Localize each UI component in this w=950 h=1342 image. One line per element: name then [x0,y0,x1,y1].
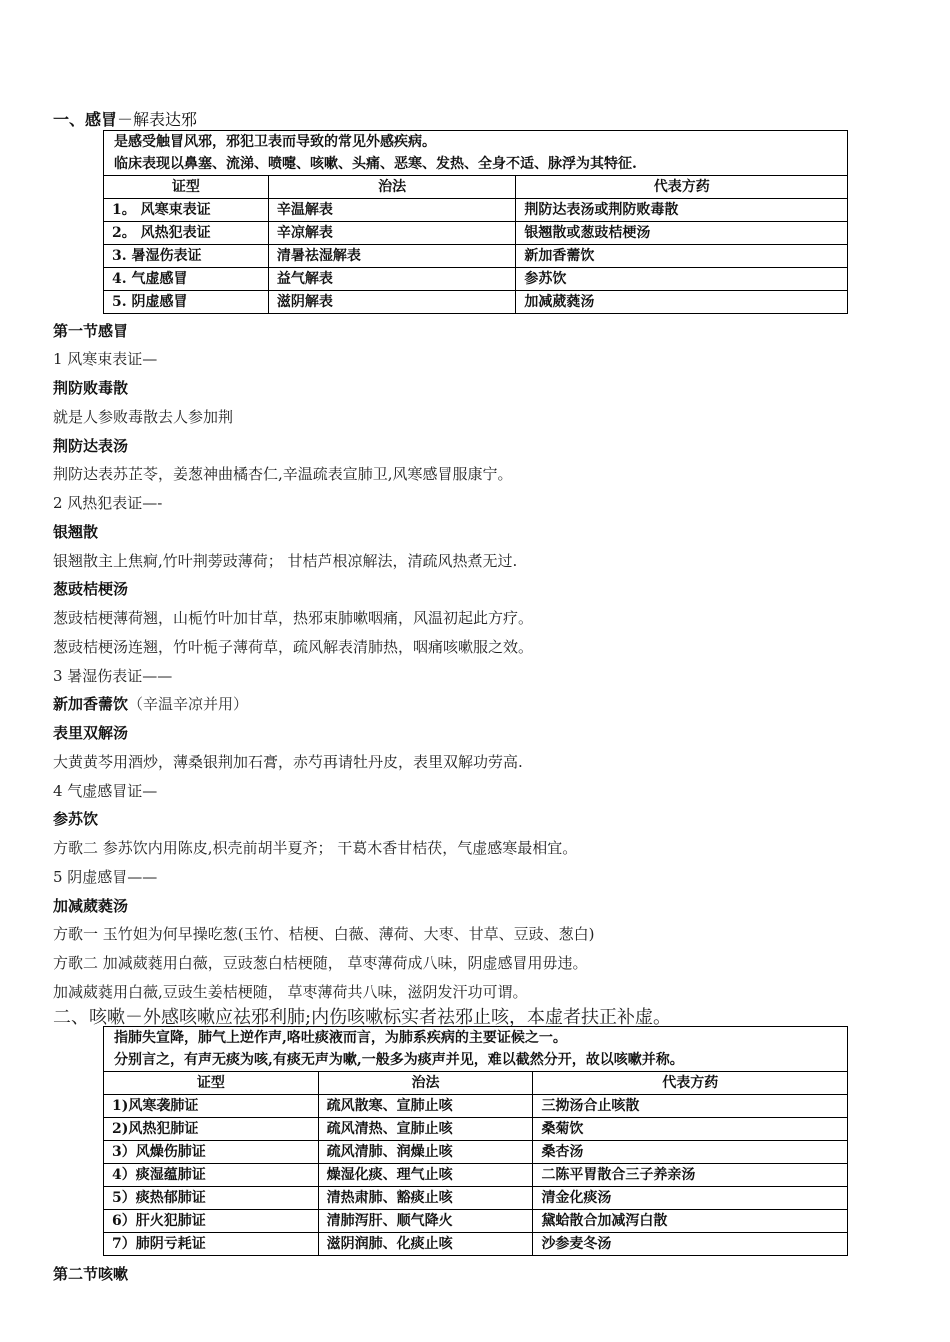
table-cell: 清肺泻肝、顺气降火 [318,1210,533,1233]
table-cell: 7）肺阴亏耗证 [104,1233,319,1256]
table-cell: 新加香薷饮 [516,245,848,268]
section-title: 第二节咳嗽 [53,1265,129,1283]
table-row [104,291,848,314]
table-row [104,1164,848,1187]
table-cell: 参苏饮 [516,268,848,291]
formula-title: 荆防败毒散 [53,379,129,397]
table-cell: 1)风寒袭肺证 [104,1095,319,1118]
table-cell: 辛凉解表 [268,222,516,245]
table-intro-row [104,1027,848,1072]
body-line: 荆防达表苏芷苓，姜葱神曲橘杏仁,辛温疏表宣肺卫,风寒感冒服康宁。 [53,465,513,483]
formula-title: 表里双解汤 [53,724,129,742]
table-intro-cell [104,1027,848,1072]
intro-line: 是感受触冒风邪，邪犯卫表而导致的常见外感疾病。 [114,134,436,150]
table-cell: 桑菊饮 [533,1118,848,1141]
table-cell: 辛温解表 [268,199,516,222]
table-cell: 疏风清肺、润燥止咳 [318,1141,533,1164]
body-line: 2 风热犯表证—- [53,494,163,512]
formula-title: 葱豉桔梗汤 [53,580,129,598]
table-row [104,1233,848,1256]
column-header: 代表方药 [533,1072,848,1095]
table-header-row [104,176,848,199]
body-line: 1 风寒束表证— [53,350,158,368]
body-line: 4 气虚感冒证— [53,782,158,800]
table-row [104,245,848,268]
table-cell: 疏风散寒、宣肺止咳 [318,1095,533,1118]
table-row [104,1141,848,1164]
section-title: 第一节感冒 [53,322,129,340]
table-cell: 银翘散或葱豉桔梗汤 [516,222,848,245]
body-line: 就是人参败毒散去人参加荆 [53,408,234,426]
table-cell: 沙参麦冬汤 [533,1233,848,1256]
section1-table [103,130,848,314]
table-row [104,1187,848,1210]
table-cell: 1。 风寒束表证 [104,199,269,222]
formula-title: 新加香薷饮 [53,695,129,713]
table-intro-row [104,131,848,176]
body-line: 加减葳蕤用白薇,豆豉生姜桔梗随， 草枣薄荷共八味，滋阴发汗功可谓。 [53,983,528,1001]
table-row [104,199,848,222]
table-cell: 3）风燥伤肺证 [104,1141,319,1164]
table-cell: 荆防达表汤或荆防败毒散 [516,199,848,222]
formula-title: 参苏饮 [53,810,99,828]
table-row [104,1095,848,1118]
table-row [104,1118,848,1141]
table-cell: 5. 阴虚感冒 [104,291,269,314]
intro-line: 分别言之，有声无痰为咳,有痰无声为嗽,一般多为痰声并见，难以截然分开，故以咳嗽并称。 [114,1052,684,1068]
formula-title: 荆防达表汤 [53,437,129,455]
table-row [104,268,848,291]
table-cell: 加减葳蕤汤 [516,291,848,314]
intro-line: 指肺失宣降，肺气上逆作声,咯吐痰液而言，为肺系疾病的主要证候之一。 [114,1030,567,1046]
section2-table [103,1026,848,1256]
table-cell: 清暑祛湿解表 [268,245,516,268]
table-cell: 滋阴解表 [268,291,516,314]
table-cell: 2。 风热犯表证 [104,222,269,245]
table-row [104,1210,848,1233]
body-line: 银翘散主上焦痾,竹叶荆蒡豉薄荷； 甘桔芦根凉解法，清疏风热煮无过. [53,552,518,570]
body-line: 葱豉桔梗薄荷翘，山栀竹叶加甘草，热邪束肺嗽咽痛，风温初起此方疗。 [53,609,534,627]
body-line: 方歌二 加减葳蕤用白薇，豆豉葱白桔梗随， 草枣薄荷成八味，阴虚感冒用毋违。 [53,954,588,972]
table-cell: 4）痰湿蕴肺证 [104,1164,319,1187]
table-cell: 清热肃肺、豁痰止咳 [318,1187,533,1210]
section1-heading-suffix: －解表达邪 [117,110,198,129]
body-line: 3 暑湿伤表证—— [53,667,173,685]
table-cell: 2)风热犯肺证 [104,1118,319,1141]
table-cell: 益气解表 [268,268,516,291]
body-line: 葱豉桔梗汤连翘，竹叶栀子薄荷草，疏风解表清肺热，咽痛咳嗽服之效。 [53,638,534,656]
table-cell: 清金化痰汤 [533,1187,848,1210]
section1-heading-prefix: 一、感冒 [53,110,118,129]
table-intro-cell [104,131,848,176]
table-cell: 燥湿化痰、理气止咳 [318,1164,533,1187]
table-header-row [104,1072,848,1095]
column-header: 治法 [268,176,516,199]
formula-title: 加减葳蕤汤 [53,897,129,915]
table-cell: 滋阴润肺、化痰止咳 [318,1233,533,1256]
column-header: 治法 [318,1072,533,1095]
table-cell: 二陈平胃散合三子养亲汤 [533,1164,848,1187]
table-cell: 三拗汤合止咳散 [533,1095,848,1118]
column-header: 代表方药 [516,176,848,199]
body-line: 方歌二 参苏饮内用陈皮,枳壳前胡半夏齐； 干葛木香甘桔茯，气虚感寒最相宜。 [53,839,578,857]
body-line: 方歌一 玉竹妲为何早操吃葱(玉竹、桔梗、白薇、薄荷、大枣、甘草、豆豉、葱白) [53,925,595,943]
column-header: 证型 [104,176,269,199]
body-line: 大黄黄芩用酒炒，薄桑银荆加石膏，赤芍再请牡丹皮，表里双解功劳高. [53,753,523,771]
table-cell: 5）痰热郁肺证 [104,1187,319,1210]
formula-title-line [53,693,248,714]
table-cell: 4. 气虚感冒 [104,268,269,291]
table-row [104,222,848,245]
table-cell: 3. 暑湿伤表证 [104,245,269,268]
body-line: 5 阴虚感冒—— [53,868,158,886]
section2-heading: 二、咳嗽－外感咳嗽应祛邪利肺;内伤咳嗽标实者祛邪止咳，本虚者扶正补虚。 [53,1007,672,1028]
column-header: 证型 [104,1072,319,1095]
section1-heading [53,110,197,130]
formula-title: 银翘散 [53,523,99,541]
intro-line: 临床表现以鼻塞、流涕、喷嚏、咳嗽、头痛、恶寒、发热、全身不适、脉浮为其特征. [114,156,637,172]
table-cell: 6）肝火犯肺证 [104,1210,319,1233]
table-cell: 黛蛤散合加减泻白散 [533,1210,848,1233]
table-cell: 桑杏汤 [533,1141,848,1164]
table-cell: 疏风清热、宣肺止咳 [318,1118,533,1141]
formula-note: （辛温辛凉并用） [128,695,249,713]
